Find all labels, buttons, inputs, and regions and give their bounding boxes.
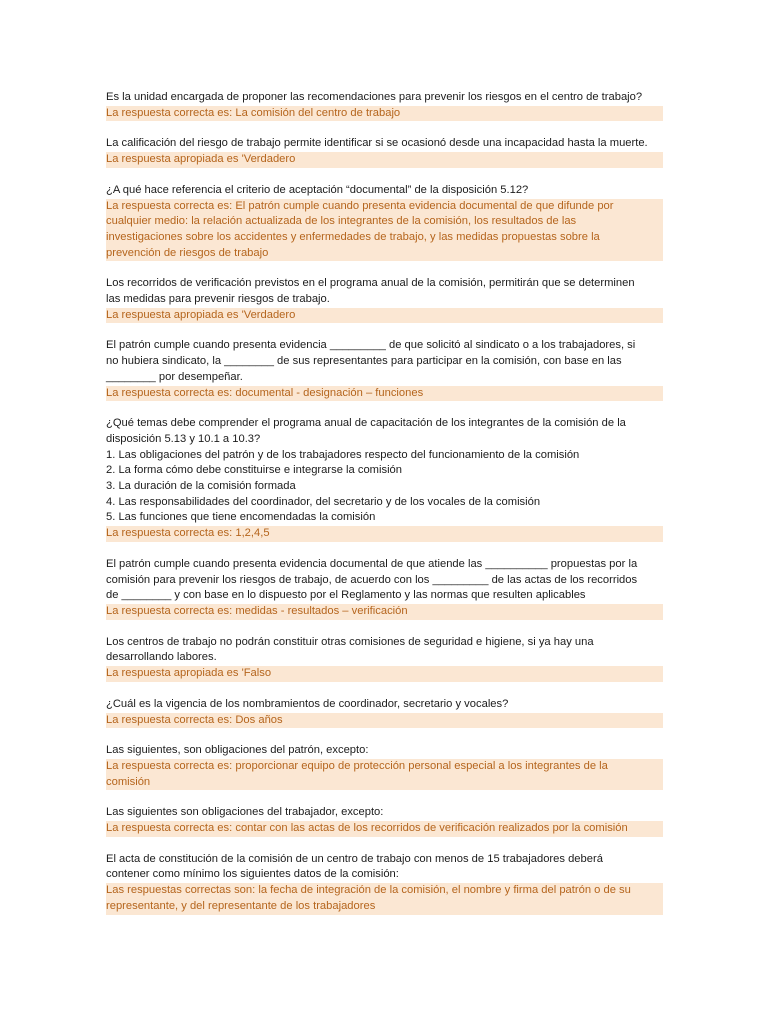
question-line: contener como mínimo los siguientes datos de la comisión: xyxy=(106,868,399,881)
question-line: disposición 5.13 y 10.1 a 10.3? xyxy=(106,432,261,445)
answer-highlight xyxy=(106,106,663,122)
qa-item xyxy=(106,136,663,167)
question-line: ¿Cuál es la vigencia de los nombramientos de coordinador, secretario y vocales? xyxy=(106,697,509,710)
question-text xyxy=(106,635,663,666)
answer-line: La respuesta correcta es: contar con las actas de los recorridos de verificación realizados por la comisión xyxy=(106,822,628,835)
question-line: ¿A qué hace referencia el criterio de aceptación “documental” de la disposición 5.12? xyxy=(106,183,529,196)
qa-item xyxy=(106,743,663,790)
qa-item xyxy=(106,276,663,323)
answer-highlight xyxy=(106,308,663,324)
question-line: El patrón cumple cuando presenta evidencia documental de que atiende las __________ propuestas por la xyxy=(106,557,638,570)
answer-line: investigaciones sobre los accidentes y enfermedades de trabajo, y las medidas propuestas sobre la xyxy=(106,230,600,243)
answer-line: La respuesta correcta es: 1,2,4,5 xyxy=(106,527,270,540)
answer-line: La respuesta correcta es: El patrón cumple cuando presenta evidencia documental de que difunde por xyxy=(106,199,614,212)
answer-line: comisión xyxy=(106,775,151,788)
qa-item xyxy=(106,852,663,915)
answer-line: representante, y del representante de los trabajadores xyxy=(106,899,376,912)
question-line: las medidas para prevenir riesgos de trabajo. xyxy=(106,293,330,306)
qa-item xyxy=(106,635,663,682)
question-line: comisión para prevenir los riesgos de trabajo, de acuerdo con los _________ de las actas de los recorridos xyxy=(106,573,638,586)
answer-highlight xyxy=(106,526,663,542)
answer-highlight xyxy=(106,152,663,168)
answer-line: La respuesta correcta es: proporcionar equipo de protección personal especial a los integrantes de la xyxy=(106,759,608,772)
qa-item xyxy=(106,805,663,836)
question-text xyxy=(106,183,663,199)
qa-item xyxy=(106,416,663,542)
answer-line: La respuesta apropiada es 'Verdadero xyxy=(106,153,296,166)
answer-line: La respuesta correcta es: documental - designación – funciones xyxy=(106,386,424,399)
question-text xyxy=(106,416,663,526)
question-line: 1. Las obligaciones del patrón y de los trabajadores respecto del funcionamiento de la comisión xyxy=(106,448,580,461)
question-text xyxy=(106,697,663,713)
answer-highlight xyxy=(106,713,663,729)
question-text xyxy=(106,338,663,385)
document-page xyxy=(106,90,663,930)
question-line: Las siguientes son obligaciones del trabajador, excepto: xyxy=(106,806,384,819)
question-line: 2. La forma cómo debe constituirse e integrarse la comisión xyxy=(106,464,402,477)
qa-item xyxy=(106,183,663,262)
answer-line: La respuesta correcta es: La comisión del centro de trabajo xyxy=(106,106,401,119)
question-line: 4. Las responsabilidades del coordinador, del secretario y de los vocales de la comisión xyxy=(106,495,541,508)
question-line: Es la unidad encargada de proponer las recomendaciones para prevenir los riesgos en el centro de trabajo? xyxy=(106,91,643,103)
question-line: desarrollando labores. xyxy=(106,651,217,664)
answer-highlight xyxy=(106,386,663,402)
question-text xyxy=(106,852,663,883)
answer-highlight xyxy=(106,759,663,790)
answer-line: La respuesta apropiada es 'Verdadero xyxy=(106,308,296,321)
qa-item xyxy=(106,557,663,620)
question-line: Los recorridos de verificación previstos en el programa anual de la comisión, permitirán que se determinen xyxy=(106,277,635,290)
answer-highlight xyxy=(106,821,663,837)
question-line: La calificación del riesgo de trabajo permite identificar si se ocasionó desde una incapacidad hasta la muerte. xyxy=(106,137,648,150)
question-line: El patrón cumple cuando presenta evidencia _________ de que solicitó al sindicato o a los trabajadores, si xyxy=(106,339,636,352)
question-line: ¿Qué temas debe comprender el programa anual de capacitación de los integrantes de la comisión de la xyxy=(106,417,626,430)
answer-highlight xyxy=(106,883,663,914)
answer-line: La respuesta correcta es: medidas - resultados – verificación xyxy=(106,604,408,617)
qa-item xyxy=(106,697,663,728)
question-line: 5. Las funciones que tiene encomendadas la comisión xyxy=(106,511,376,524)
qa-item xyxy=(106,338,663,401)
question-text xyxy=(106,90,663,106)
answer-line: cualquier medio: la relación actualizada de los integrantes de la comisión, los resultados de las xyxy=(106,215,577,228)
answer-line: La respuesta correcta es: Dos años xyxy=(106,713,283,726)
answer-highlight xyxy=(106,199,663,262)
question-line: Las siguientes, son obligaciones del patrón, excepto: xyxy=(106,744,369,757)
answer-line: La respuesta apropiada es 'Falso xyxy=(106,667,272,680)
question-text xyxy=(106,743,663,759)
question-line: de ________ y con base en lo dispuesto por el Reglamento y las normas que resulten aplicables xyxy=(106,589,586,602)
question-text xyxy=(106,136,663,152)
answer-highlight xyxy=(106,666,663,682)
question-text xyxy=(106,805,663,821)
question-line: 3. La duración de la comisión formada xyxy=(106,480,296,493)
answer-line: prevención de riesgos de trabajo xyxy=(106,246,269,259)
question-line: ________ por desempeñar. xyxy=(106,370,243,383)
question-text xyxy=(106,557,663,604)
answer-line: Las respuestas correctas son: la fecha de integración de la comisión, el nombre y firma del patrón o de su xyxy=(106,884,631,897)
question-line: Los centros de trabajo no podrán constituir otras comisiones de seguridad e higiene, si ya hay una xyxy=(106,635,594,648)
question-line: no hubiera sindicato, la ________ de sus representantes para participar en la comisión, con base en las xyxy=(106,355,622,368)
question-text xyxy=(106,276,663,307)
question-line: El acta de constitución de la comisión de un centro de trabajo con menos de 15 trabajadores deberá xyxy=(106,852,603,865)
qa-item xyxy=(106,90,663,121)
answer-highlight xyxy=(106,604,663,620)
